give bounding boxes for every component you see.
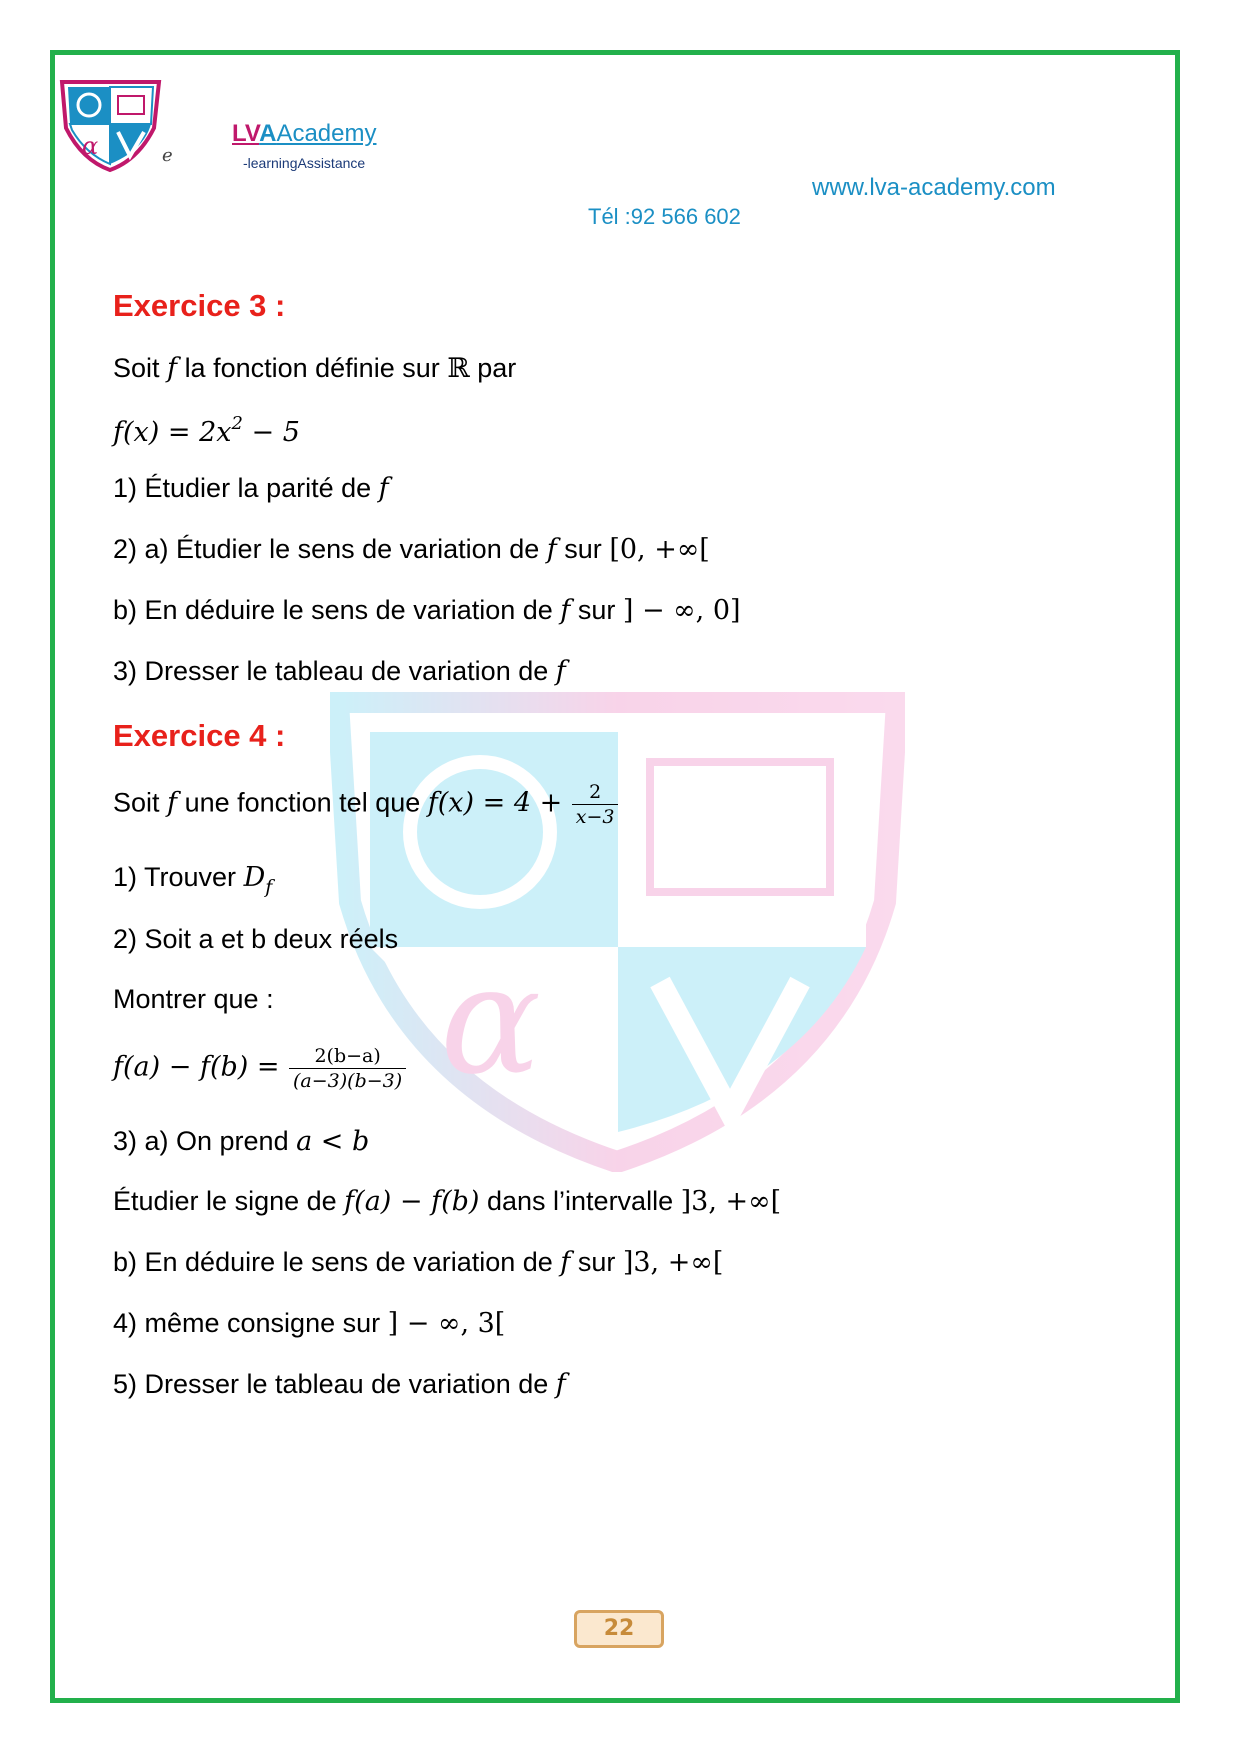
exercise-4-title: Exercice 4 : <box>113 718 286 753</box>
exercise-3-formula <box>113 413 300 448</box>
question-text: 4) même consigne sur <box>113 1308 381 1338</box>
function-symbol: f <box>167 787 178 819</box>
fraction-numerator: 2 <box>572 780 619 805</box>
intro-text: Soit <box>113 787 160 818</box>
function-symbol: f <box>378 473 389 504</box>
exercise-4-question-1 <box>113 862 272 898</box>
question-text: 1) Étudier la parité de <box>113 473 372 503</box>
brand-name[interactable] <box>232 120 377 148</box>
exercise-4-show: Montrer que : <box>113 984 274 1014</box>
exercise-4-sign-study <box>113 1186 781 1217</box>
interval: ] − ∞, 3[ <box>387 1308 506 1339</box>
question-text: sur <box>577 1247 616 1277</box>
website-link[interactable]: www.lva-academy.com <box>812 174 1056 201</box>
exercise-3-intro <box>113 353 516 384</box>
function-symbol: f <box>555 656 566 687</box>
interval: ]3, +∞[ <box>622 1247 724 1278</box>
question-text: 1) Trouver <box>113 862 237 892</box>
question-text: b) En déduire le sens de variation de <box>113 595 553 625</box>
fraction <box>289 1044 406 1093</box>
equation-lhs: f(a) − f(b) = <box>113 1051 280 1083</box>
interval: [0, +∞[ <box>609 534 710 565</box>
brand-academy: Academy <box>276 120 377 147</box>
exercise-4-intro <box>113 780 620 829</box>
question-text: dans l’intervalle <box>486 1186 674 1216</box>
domain-subscript: f <box>265 876 273 898</box>
formula-exponent: 2 <box>231 413 243 434</box>
question-text: sur <box>577 595 616 625</box>
exercise-3-question-2a <box>113 534 710 565</box>
exercise-4-equation <box>113 1044 408 1093</box>
domain-symbol: D <box>243 862 266 893</box>
formula: f(x) = 4 + <box>427 787 563 819</box>
function-symbol: f <box>560 595 571 626</box>
intro-text: la fonction définie sur <box>184 353 440 383</box>
question-text: 2) a) Étudier le sens de variation de <box>113 534 540 564</box>
question-text: 3) Dresser le tableau de variation de <box>113 656 549 686</box>
lva-logo-icon <box>58 78 163 173</box>
fraction-numerator: 2(b−a) <box>289 1044 406 1069</box>
svg-text:α: α <box>82 132 99 160</box>
exercise-4-question-3b <box>113 1247 723 1278</box>
interval: ] − ∞, 0] <box>622 595 741 626</box>
exercise-4-question-5 <box>113 1369 566 1400</box>
brand-lv: LV <box>232 120 260 147</box>
formula-lhs: f(x) = 2x <box>113 417 232 448</box>
fraction-denominator: (a−3)(b−3) <box>293 1070 403 1092</box>
intro-text: par <box>477 353 517 383</box>
function-symbol: f <box>546 534 557 565</box>
fraction-denominator: x−3 <box>575 806 615 828</box>
exercise-3-title: Exercice 3 : <box>113 288 286 323</box>
formula-rhs: − 5 <box>242 417 300 448</box>
difference-expression: f(a) − f(b) <box>344 1186 480 1217</box>
fraction <box>572 780 619 829</box>
inequality: a < b <box>296 1126 370 1157</box>
exercise-3-question-2b <box>113 595 741 626</box>
question-text: Étudier le signe de <box>113 1186 337 1216</box>
logo-letter-e: e <box>162 145 173 166</box>
question-text: b) En déduire le sens de variation de <box>113 1247 553 1277</box>
question-text: 5) Dresser le tableau de variation de <box>113 1369 549 1399</box>
function-symbol: f <box>555 1369 566 1400</box>
exercise-4-question-3a <box>113 1126 369 1157</box>
brand-a: A <box>259 120 277 147</box>
page-number-badge: 22 <box>574 1610 664 1648</box>
interval: ]3, +∞[ <box>680 1186 782 1217</box>
brand-tagline: -learningAssistance <box>243 155 366 171</box>
intro-text: Soit <box>113 353 160 383</box>
exercise-3-question-1 <box>113 473 389 504</box>
intro-text: une fonction tel que <box>184 787 421 818</box>
function-symbol: f <box>167 353 178 384</box>
phone-number: Tél :92 566 602 <box>588 204 741 229</box>
question-text: 3) a) On prend <box>113 1126 289 1156</box>
exercise-3-question-3 <box>113 656 566 687</box>
function-symbol: f <box>560 1247 571 1278</box>
exercise-4-question-2: 2) Soit a et b deux réels <box>113 924 399 954</box>
lva-watermark-icon <box>330 692 905 1172</box>
exercise-4-question-4 <box>113 1308 505 1339</box>
question-text: sur <box>564 534 602 564</box>
reals-symbol: ℝ <box>447 353 470 384</box>
svg-text:α: α <box>440 934 542 1108</box>
